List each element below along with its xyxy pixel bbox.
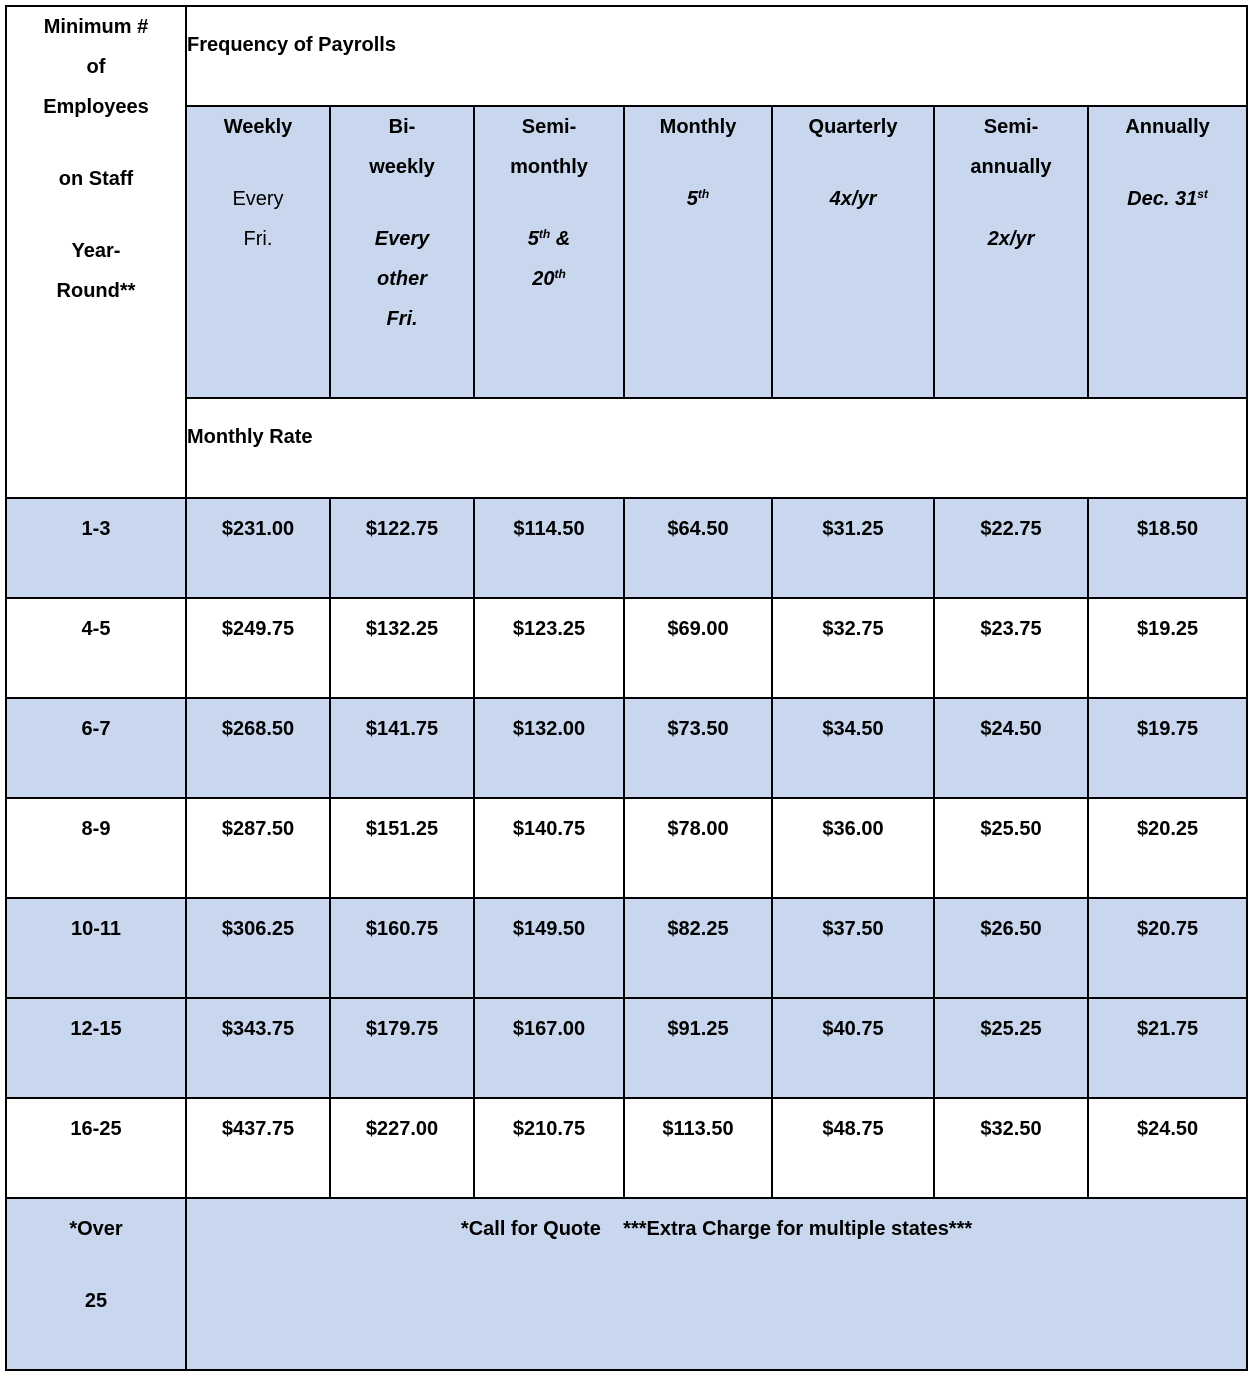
extra-charge-text: ***Extra Charge for multiple states***: [623, 1218, 973, 1240]
rate-cell: $20.25: [1088, 798, 1247, 898]
column-name: Weekly: [223, 116, 293, 138]
rate-cell: $78.00: [624, 798, 772, 898]
rate-cell: $22.75: [934, 498, 1088, 598]
column-annually: [1088, 106, 1247, 398]
rate-cell: $36.00: [772, 798, 934, 898]
column-name: Quarterly: [808, 116, 898, 138]
column-name: Semi-: [983, 116, 1039, 138]
column-name: monthly: [510, 156, 588, 178]
column-weekly: [186, 106, 330, 398]
column-name: Bi-: [388, 116, 416, 138]
column-name: Annually: [1125, 116, 1210, 138]
rate-cell: $114.50: [474, 498, 624, 598]
column-name: weekly: [369, 156, 435, 178]
rate-cell: $26.50: [934, 898, 1088, 998]
rate-cell: $82.25: [624, 898, 772, 998]
rate-cell: $21.75: [1088, 998, 1247, 1098]
over-25-cell: [6, 1198, 186, 1370]
column-detail: 2x/yr: [987, 228, 1035, 250]
column-name: annually: [970, 156, 1052, 178]
rate-cell: $122.75: [330, 498, 474, 598]
quote-note-cell: [186, 1198, 1247, 1370]
column-semiannually: [934, 106, 1088, 398]
rate-cell: $19.75: [1088, 698, 1247, 798]
column-detail: 20th: [532, 267, 566, 290]
corner-line-1: Minimum #: [43, 16, 149, 38]
employees-cell: 1-3: [6, 498, 186, 598]
rate-cell: $20.75: [1088, 898, 1247, 998]
rate-cell: $18.50: [1088, 498, 1247, 598]
employees-cell: 10-11: [6, 898, 186, 998]
rate-cell: $25.50: [934, 798, 1088, 898]
rate-cell: $40.75: [772, 998, 934, 1098]
rate-cell: $37.50: [772, 898, 934, 998]
corner-line-6: Round**: [56, 280, 136, 302]
rate-cell: $69.00: [624, 598, 772, 698]
rate-cell: $132.00: [474, 698, 624, 798]
rate-cell: $123.25: [474, 598, 624, 698]
rate-cell: $64.50: [624, 498, 772, 598]
rate-cell: $73.50: [624, 698, 772, 798]
rate-cell: $19.25: [1088, 598, 1247, 698]
employees-cell: 16-25: [6, 1098, 186, 1198]
rate-cell: $25.25: [934, 998, 1088, 1098]
employees-column-header: [6, 6, 186, 498]
table-row: [6, 898, 1247, 998]
corner-line-2: of: [86, 56, 106, 78]
rate-cell: $151.25: [330, 798, 474, 898]
rate-cell: $32.50: [934, 1098, 1088, 1198]
column-detail: Dec. 31st: [1127, 187, 1208, 210]
table-row: [6, 498, 1247, 598]
column-semimonthly: [474, 106, 624, 398]
column-detail: Fri.: [243, 228, 273, 250]
rate-cell: $231.00: [186, 498, 330, 598]
table-row: [6, 998, 1247, 1098]
employees-cell: 8-9: [6, 798, 186, 898]
column-detail: other: [377, 268, 427, 290]
rate-cell: $287.50: [186, 798, 330, 898]
rate-cell: $31.25: [772, 498, 934, 598]
corner-line-3: Employees: [43, 96, 149, 118]
rate-cell: $24.50: [1088, 1098, 1247, 1198]
rate-cell: $141.75: [330, 698, 474, 798]
column-detail: Every: [374, 228, 430, 250]
rate-cell: $149.50: [474, 898, 624, 998]
column-detail: Every: [232, 188, 284, 210]
column-detail: 4x/yr: [829, 188, 877, 210]
rate-cell: $249.75: [186, 598, 330, 698]
column-biweekly: [330, 106, 474, 398]
column-quarterly: [772, 106, 934, 398]
column-name: Semi-: [521, 116, 577, 138]
over-25-line-2: 25: [84, 1290, 108, 1312]
frequency-of-payrolls-title: Frequency of Payrolls: [186, 6, 1247, 106]
column-detail: 5th &: [527, 227, 571, 250]
table-row: [6, 1098, 1247, 1198]
rate-cell: $113.50: [624, 1098, 772, 1198]
rate-cell: $132.25: [330, 598, 474, 698]
rate-cell: $23.75: [934, 598, 1088, 698]
rate-cell: $91.25: [624, 998, 772, 1098]
rate-cell: $167.00: [474, 998, 624, 1098]
rate-cell: $210.75: [474, 1098, 624, 1198]
rate-cell: $268.50: [186, 698, 330, 798]
table-row: [6, 798, 1247, 898]
rate-cell: $179.75: [330, 998, 474, 1098]
payroll-rate-table: [5, 5, 1248, 1371]
column-detail: 5th: [686, 187, 710, 210]
table-row: [6, 698, 1247, 798]
corner-line-5: Year-: [71, 240, 121, 262]
rate-cell: $437.75: [186, 1098, 330, 1198]
monthly-rate-title: Monthly Rate: [186, 398, 1247, 498]
rate-cell: $306.25: [186, 898, 330, 998]
rate-cell: $34.50: [772, 698, 934, 798]
employees-cell: 12-15: [6, 998, 186, 1098]
column-name: Monthly: [659, 116, 737, 138]
rate-cell: $160.75: [330, 898, 474, 998]
call-for-quote-text: *Call for Quote: [460, 1218, 601, 1240]
employees-cell: 4-5: [6, 598, 186, 698]
table-row: [6, 598, 1247, 698]
employees-cell: 6-7: [6, 698, 186, 798]
column-detail: Fri.: [386, 308, 418, 330]
column-monthly: [624, 106, 772, 398]
footer-row: [6, 1198, 1247, 1370]
rate-cell: $48.75: [772, 1098, 934, 1198]
rate-cell: $343.75: [186, 998, 330, 1098]
rate-cell: $227.00: [330, 1098, 474, 1198]
rate-cell: $24.50: [934, 698, 1088, 798]
rate-cell: $32.75: [772, 598, 934, 698]
rate-cell: $140.75: [474, 798, 624, 898]
corner-line-4: on Staff: [58, 168, 134, 190]
over-25-line-1: *Over: [69, 1218, 123, 1240]
